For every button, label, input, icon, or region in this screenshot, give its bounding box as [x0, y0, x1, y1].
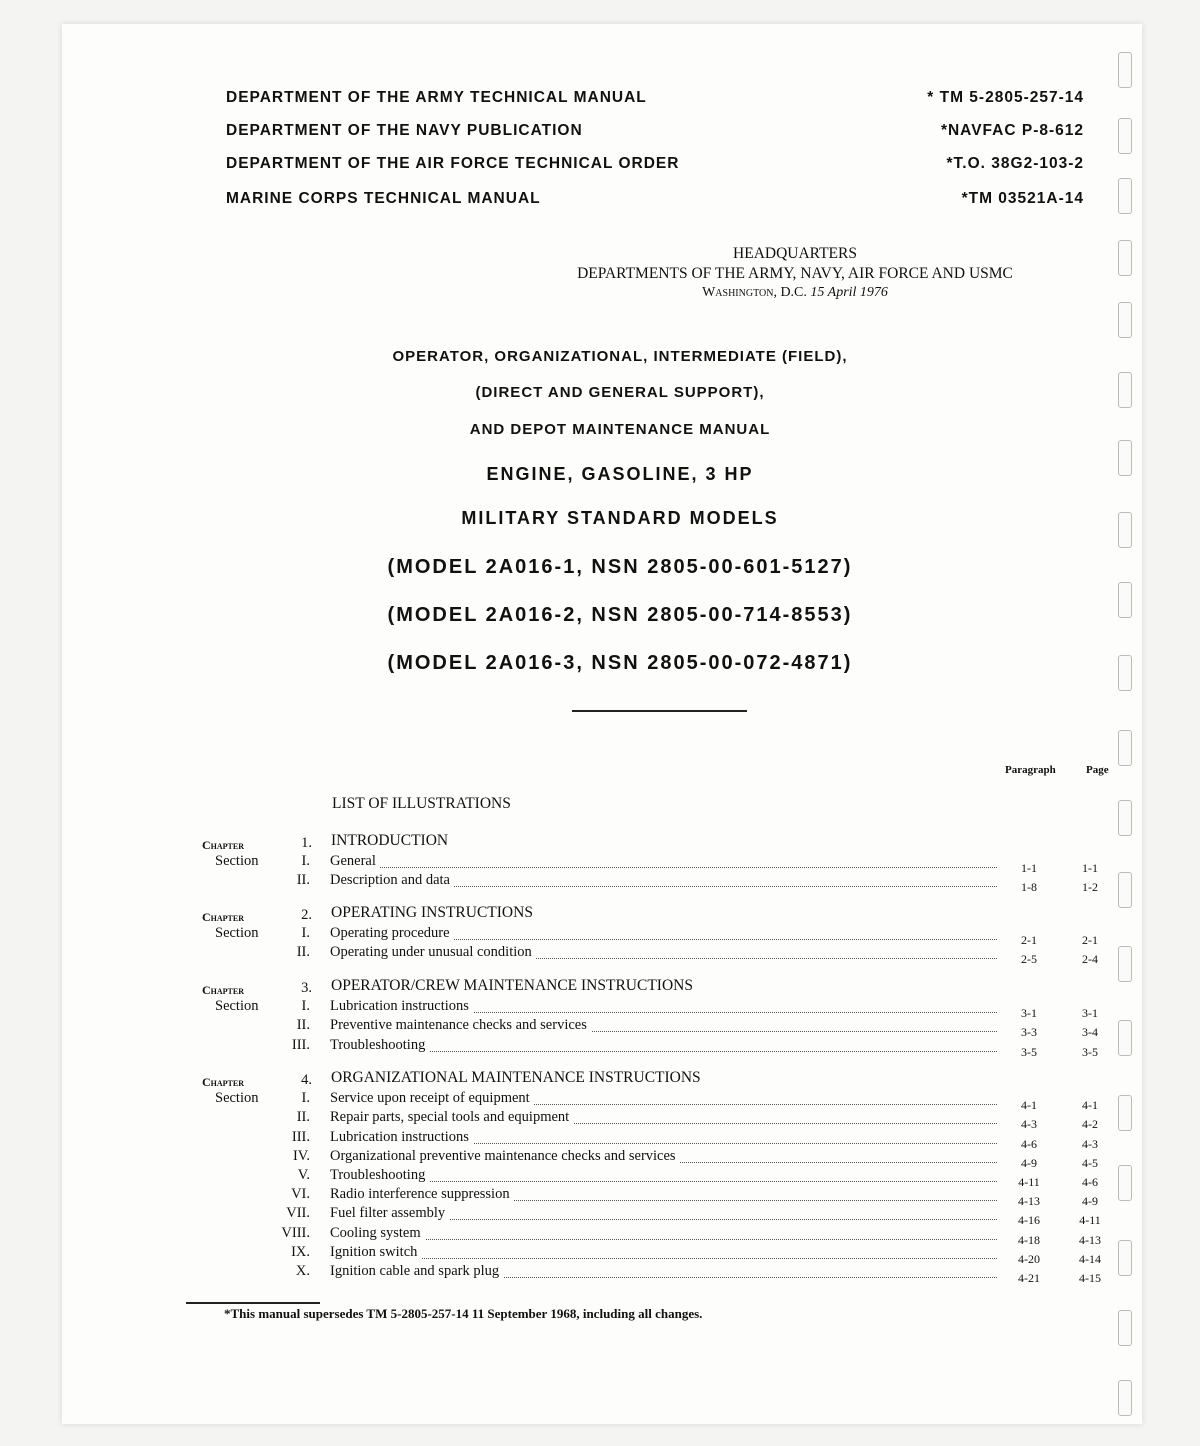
- binder-tab: [1118, 1240, 1132, 1276]
- section-label: Section: [215, 853, 259, 870]
- section-number: III.: [291, 1128, 310, 1145]
- section-number: IV.: [292, 1147, 310, 1164]
- section-number: II.: [296, 1017, 310, 1034]
- chapter-number: 1.: [301, 835, 312, 851]
- page-number: 4-5: [1082, 1155, 1098, 1170]
- section-number: VII.: [286, 1205, 310, 1222]
- header-left-army: DEPARTMENT OF THE ARMY TECHNICAL MANUAL: [226, 89, 647, 106]
- title-model-2: (MODEL 2A016-2, NSN 2805-00-714-8553): [387, 604, 853, 626]
- page-number: 4-6: [1082, 1175, 1098, 1189]
- paragraph-number: 4-6: [1021, 1136, 1037, 1151]
- binder-tab: [1118, 440, 1132, 476]
- document-page: [62, 24, 1142, 1424]
- section-title: Radio interference suppression: [330, 1186, 514, 1203]
- paragraph-number: 4-13: [1018, 1194, 1040, 1209]
- chapter-title: OPERATOR/CREW MAINTENANCE INSTRUCTIONS: [331, 977, 693, 994]
- header-left-airforce: DEPARTMENT OF THE AIR FORCE TECHNICAL ORDER: [226, 155, 680, 172]
- section-title: Repair parts, special tools and equipment: [330, 1109, 573, 1126]
- binder-tab: [1118, 800, 1132, 836]
- section-number: X.: [295, 1263, 310, 1279]
- page-number: 4-14: [1079, 1251, 1101, 1266]
- section-title: Operating under unusual condition: [330, 944, 536, 961]
- binder-tab: [1118, 1095, 1132, 1131]
- section-label: Section: [215, 998, 259, 1015]
- dot-leader: [332, 1258, 997, 1259]
- title-model-1: (MODEL 2A016-1, NSN 2805-00-601-5127): [387, 556, 853, 578]
- paragraph-number: 2-5: [1021, 952, 1037, 967]
- page-number: 4-11: [1079, 1213, 1101, 1228]
- chapter-title: OPERATING INSTRUCTIONS: [331, 904, 533, 921]
- binder-tab: [1118, 655, 1132, 691]
- section-title: Lubrication instructions: [330, 1129, 473, 1146]
- page-number: 1-1: [1082, 861, 1098, 876]
- paragraph-number: 4-21: [1018, 1271, 1040, 1285]
- chapter-number: 4.: [301, 1072, 312, 1088]
- binder-tab: [1118, 1165, 1132, 1201]
- paragraph-number: 4-3: [1021, 1117, 1037, 1132]
- hq-line1: HEADQUARTERS: [733, 245, 857, 262]
- section-number: II.: [296, 944, 310, 961]
- section-number: I.: [301, 925, 310, 942]
- binder-tab: [1118, 1020, 1132, 1056]
- title-line3: AND DEPOT MAINTENANCE MANUAL: [469, 421, 771, 438]
- paragraph-number: 4-9: [1021, 1155, 1037, 1170]
- footnote-rule: [186, 1302, 320, 1304]
- chapter-label: Chapter: [202, 838, 245, 852]
- section-number: IX.: [291, 1243, 310, 1260]
- title-line4: ENGINE, GASOLINE, 3 HP: [486, 464, 754, 484]
- paragraph-number: 2-1: [1021, 933, 1037, 948]
- paragraph-number: 1-1: [1021, 861, 1037, 876]
- section-title: Ignition cable and spark plug: [330, 1263, 503, 1280]
- title-line2: (DIRECT AND GENERAL SUPPORT),: [475, 384, 765, 401]
- dot-leader: [332, 1239, 997, 1240]
- title-divider: [572, 710, 747, 712]
- dot-leader: [332, 1051, 997, 1052]
- header-right-navy: *NAVFAC P-8-612: [940, 122, 1084, 139]
- section-title: Description and data: [330, 872, 454, 889]
- section-label: Section: [215, 925, 259, 942]
- binder-tab: [1118, 1380, 1132, 1416]
- section-title: Cooling system: [330, 1225, 425, 1242]
- page-number: 3-1: [1082, 1006, 1098, 1021]
- binder-tab: [1118, 178, 1132, 214]
- chapter-label: Chapter: [202, 983, 245, 997]
- binder-tab: [1118, 582, 1132, 618]
- paragraph-number: 4-11: [1018, 1175, 1040, 1189]
- binder-tab: [1118, 372, 1132, 408]
- hq-place: Washington, D.C.: [702, 285, 807, 300]
- binder-tab: [1118, 872, 1132, 908]
- chapter-number: 3.: [301, 980, 312, 996]
- section-number: VI.: [291, 1186, 310, 1203]
- section-title: Ignition switch: [330, 1244, 421, 1261]
- hq-place-date: [480, 285, 1110, 301]
- paragraph-number: 4-20: [1018, 1251, 1040, 1266]
- col-paragraph: Paragraph: [1005, 764, 1056, 776]
- footnote: *This manual supersedes TM 5-2805-257-14 11 September 1968, including all changes.: [224, 1306, 703, 1321]
- dot-leader: [332, 1181, 997, 1182]
- paragraph-number: 4-1: [1021, 1098, 1037, 1113]
- section-number: III.: [291, 1036, 310, 1053]
- dot-leader: [332, 867, 997, 868]
- page-number: 3-5: [1082, 1044, 1098, 1059]
- page-number: 4-15: [1079, 1271, 1101, 1285]
- section-title: General: [330, 853, 380, 870]
- page-number: 4-2: [1082, 1117, 1098, 1132]
- header-right-army: * TM 5-2805-257-14: [927, 89, 1084, 106]
- chapter-label: Chapter: [202, 910, 245, 924]
- section-title: Service upon receipt of equipment: [330, 1090, 534, 1107]
- hq-date: 15 April 1976: [810, 285, 888, 300]
- binder-tab: [1118, 512, 1132, 548]
- binder-tab: [1118, 240, 1132, 276]
- binder-tab: [1118, 730, 1132, 766]
- section-number: I.: [301, 853, 310, 870]
- header-left-navy: DEPARTMENT OF THE NAVY PUBLICATION: [226, 122, 583, 139]
- chapter-label: Chapter: [202, 1075, 245, 1089]
- paragraph-number: 3-3: [1021, 1025, 1037, 1040]
- section-title: Organizational preventive maintenance checks and services: [330, 1148, 680, 1165]
- paragraph-number: 4-18: [1018, 1232, 1040, 1247]
- page-number: 3-4: [1082, 1025, 1098, 1040]
- page-number: 4-3: [1082, 1136, 1098, 1151]
- paragraph-number: 1-8: [1021, 880, 1037, 895]
- section-label: Section: [215, 1090, 259, 1107]
- page-number: 4-9: [1082, 1194, 1098, 1209]
- binder-tab: [1118, 118, 1132, 154]
- section-title: Preventive maintenance checks and services: [330, 1017, 591, 1034]
- chapter-title: INTRODUCTION: [331, 832, 449, 849]
- section-title: Troubleshooting: [330, 1167, 429, 1184]
- section-number: II.: [296, 1109, 310, 1126]
- title-line1: OPERATOR, ORGANIZATIONAL, INTERMEDIATE (FIELD),: [392, 348, 848, 365]
- section-number: V.: [297, 1167, 310, 1183]
- page-number: 4-1: [1082, 1098, 1098, 1113]
- section-title: Operating procedure: [330, 925, 454, 942]
- title-line5: MILITARY STANDARD MODELS: [461, 508, 779, 528]
- binder-tab: [1118, 1310, 1132, 1346]
- page-number: 2-4: [1082, 952, 1098, 967]
- paragraph-number: 3-5: [1021, 1044, 1037, 1059]
- paragraph-number: 3-1: [1021, 1006, 1037, 1021]
- binder-tab: [1118, 302, 1132, 338]
- section-title: Fuel filter assembly: [330, 1205, 449, 1222]
- title-model-3: (MODEL 2A016-3, NSN 2805-00-072-4871): [387, 652, 853, 674]
- page-number: 1-2: [1082, 880, 1098, 895]
- section-title: Troubleshooting: [330, 1037, 429, 1054]
- section-number: I.: [301, 1090, 310, 1107]
- page-number: 4-13: [1079, 1232, 1101, 1247]
- paragraph-number: 4-16: [1018, 1213, 1040, 1228]
- section-title: Lubrication instructions: [330, 998, 473, 1015]
- section-number: II.: [296, 872, 310, 889]
- col-page: Page: [1086, 764, 1109, 776]
- binder-tab: [1118, 946, 1132, 982]
- list-of-illustrations: LIST OF ILLUSTRATIONS: [332, 795, 511, 812]
- section-number: VIII.: [281, 1224, 310, 1241]
- header-right-marine: *TM 03521A-14: [961, 190, 1084, 207]
- header-left-marine: MARINE CORPS TECHNICAL MANUAL: [226, 190, 541, 207]
- section-number: I.: [301, 998, 310, 1015]
- page-number: 2-1: [1082, 933, 1098, 948]
- header-right-airforce: *T.O. 38G2-103-2: [946, 155, 1084, 172]
- chapter-title: ORGANIZATIONAL MAINTENANCE INSTRUCTIONS: [331, 1069, 701, 1086]
- chapter-number: 2.: [301, 907, 312, 923]
- binder-tab: [1118, 52, 1132, 88]
- hq-line2: DEPARTMENTS OF THE ARMY, NAVY, AIR FORCE AND USMC: [577, 265, 1013, 282]
